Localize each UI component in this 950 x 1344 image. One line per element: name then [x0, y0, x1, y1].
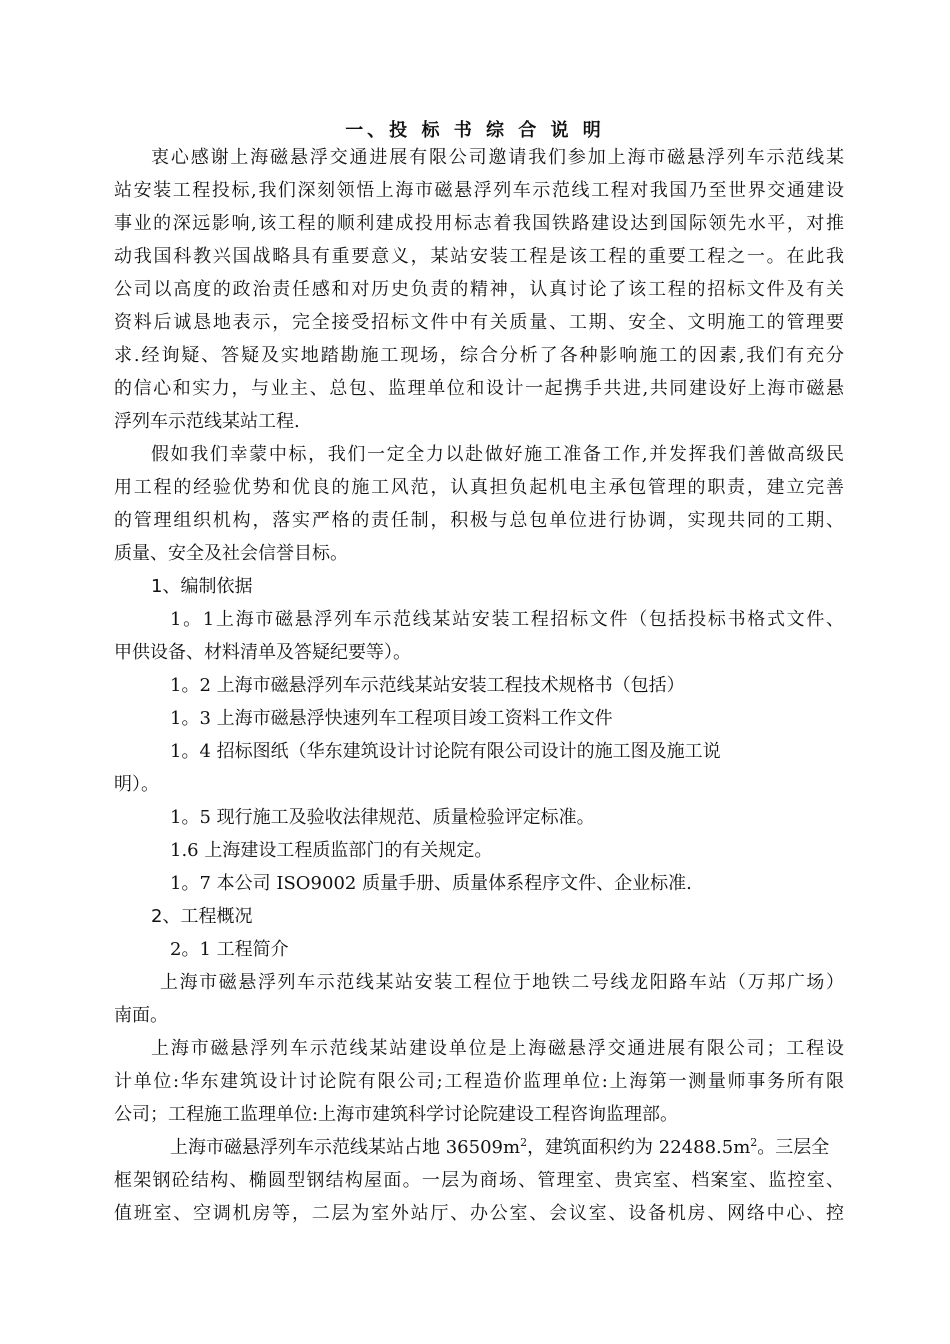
intro-line-8: 的信心和实力，与业主、总包、监理单位和设计一起携手共进,共同建设好上海市磁悬	[114, 378, 844, 399]
commitment-line-2: 用工程的经验优势和优良的施工风范，认真担负起机电主承包管理的职责，建立完善	[114, 477, 844, 498]
intro-line-9: 浮列车示范线某站工程.	[114, 411, 300, 432]
section-1-heading: 1、编制依据	[151, 576, 253, 597]
basis-item-4: 1。4 招标图纸（华东建筑设计讨论院有限公司设计的施工图及施工说	[170, 741, 721, 762]
basis-item-4-cont: 明）。	[114, 774, 159, 795]
overview-p2-line-2: 计单位:华东建筑设计讨论院有限公司;工程造价监理单位:上海第一测量师事务所有限	[114, 1071, 844, 1092]
section-2-heading: 2、工程概况	[151, 906, 253, 927]
basis-item-1: 1。1上海市磁悬浮列车示范线某站安装工程招标文件（包括投标书格式文件、	[170, 609, 844, 630]
intro-line-3: 事业的深远影响,该工程的顺利建成投用标志着我国铁路建设达到国际领先水平，对推	[114, 213, 844, 234]
overview-p3-line-2: 框架钢砼结构、椭圆型钢结构屋面。一层为商场、管理室、贵宾室、档案室、监控室、	[114, 1170, 844, 1191]
overview-p3-line-3: 值班室、空调机房等，二层为室外站厅、办公室、会议室、设备机房、网络中心、控	[114, 1203, 844, 1224]
commitment-line-3: 的管理组织机构，落实严格的责任制，积极与总包单位进行协调，实现共同的工期、	[114, 510, 844, 531]
intro-line-4: 动我国科教兴国战略具有重要意义，某站安装工程是该工程的重要工程之一。在此我	[114, 246, 844, 267]
page-title: 一、投 标 书 综 合 说 明	[345, 120, 605, 141]
intro-line-2: 站安装工程投标,我们深刻领悟上海市磁悬浮列车示范线工程对我国乃至世界交通建设	[114, 180, 844, 201]
intro-line-1: 衷心感谢上海磁悬浮交通进展有限公司邀请我们参加上海市磁悬浮列车示范线某	[151, 147, 844, 168]
basis-item-1-cont: 甲供设备、材料清单及答疑纪要等）。	[114, 642, 411, 663]
commitment-line-1: 假如我们幸蒙中标，我们一定全力以赴做好施工准备工作,并发挥我们善做高级民	[151, 444, 844, 465]
floor-area-text: ，建筑面积约为 22488.5m	[527, 1137, 751, 1158]
commitment-line-4: 质量、安全及社会信誉目标。	[114, 543, 348, 564]
basis-item-5: 1。5 现行施工及验收法律规范、质量检验评定标准。	[170, 807, 595, 828]
intro-line-5: 公司以高度的政治责任感和对历史负责的精神，认真讨论了该工程的招标文件及有关	[114, 279, 844, 300]
section-2-1-heading: 2。1 工程简介	[170, 939, 289, 960]
basis-item-7: 1。7 本公司 ISO9002 质量手册、质量体系程序文件、企业标准.	[170, 873, 692, 894]
overview-p2-line-1: 上海市磁悬浮列车示范线某站建设单位是上海磁悬浮交通进展有限公司；工程设	[151, 1038, 844, 1059]
overview-p1-line-1: 上海市磁悬浮列车示范线某站安装工程位于地铁二号线龙阳路车站（万邦广场）	[160, 972, 844, 993]
basis-item-3: 1。3 上海市磁悬浮快速列车工程项目竣工资料工作文件	[170, 708, 613, 729]
site-area-unit-sup: 2	[520, 1136, 528, 1149]
floors-text: 。三层全	[757, 1137, 830, 1158]
intro-line-6: 资料后诚恳地表示，完全接受招标文件中有关质量、工期、安全、文明施工的管理要	[114, 312, 844, 333]
floor-area-unit-sup: 2	[750, 1136, 758, 1149]
overview-p2-line-3: 公司；工程施工监理单位:上海市建筑科学讨论院建设工程咨询监理部。	[114, 1104, 679, 1125]
site-area-text: 上海市磁悬浮列车示范线某站占地 36509m	[170, 1137, 521, 1158]
overview-p1-line-2: 南面。	[114, 1005, 168, 1026]
basis-item-2: 1。2 上海市磁悬浮列车示范线某站安装工程技术规格书（包括）	[170, 675, 685, 696]
intro-line-7: 求.经询疑、答疑及实地踏勘施工现场，综合分析了各种影响施工的因素,我们有充分	[114, 345, 844, 366]
overview-p3-line-1	[170, 1137, 844, 1159]
basis-item-6: 1.6 上海建设工程质监部门的有关规定。	[170, 840, 493, 861]
